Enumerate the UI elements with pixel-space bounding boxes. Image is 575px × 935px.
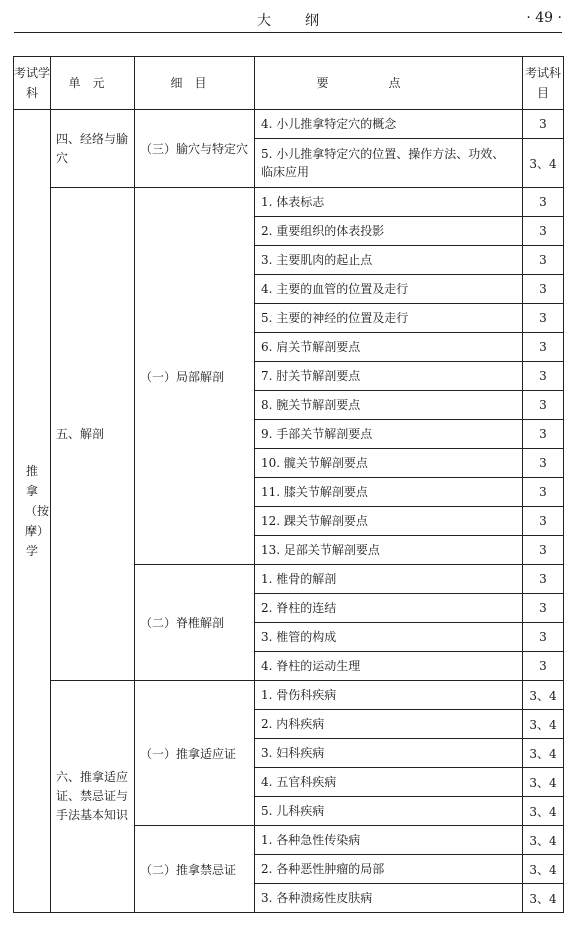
page-header <box>14 0 562 33</box>
point-cell: 4. 五官科疾病 <box>255 768 523 797</box>
level-cell: 3、4 <box>523 826 564 855</box>
point-cell: 7. 肘关节解剖要点 <box>255 362 523 391</box>
level-cell: 3 <box>523 304 564 333</box>
point-cell: 13. 足部关节解剖要点 <box>255 536 523 565</box>
level-cell: 3、4 <box>523 855 564 884</box>
unit-cell: 五、解剖 <box>51 188 135 681</box>
point-cell: 10. 髋关节解剖要点 <box>255 449 523 478</box>
level-cell: 3 <box>523 652 564 681</box>
header-level: 考试科目 <box>523 57 564 110</box>
point-cell: 1. 体表标志 <box>255 188 523 217</box>
point-cell: 2. 重要组织的体表投影 <box>255 217 523 246</box>
level-cell: 3 <box>523 246 564 275</box>
level-cell: 3 <box>523 536 564 565</box>
point-cell: 2. 脊柱的连结 <box>255 594 523 623</box>
level-cell: 3 <box>523 110 564 139</box>
unit-cell: 四、经络与腧穴 <box>51 110 135 188</box>
point-cell: 5. 小儿推拿特定穴的位置、操作方法、功效、临床应用 <box>255 139 523 188</box>
level-cell: 3 <box>523 391 564 420</box>
header-points: 要点 <box>255 57 523 110</box>
point-cell: 4. 脊柱的运动生理 <box>255 652 523 681</box>
point-cell: 3. 主要肌肉的起止点 <box>255 246 523 275</box>
point-cell: 3. 妇科疾病 <box>255 739 523 768</box>
level-cell: 3 <box>523 188 564 217</box>
subject-cell <box>14 110 51 913</box>
point-cell: 2. 内科疾病 <box>255 710 523 739</box>
table-row <box>14 188 564 217</box>
level-cell: 3、4 <box>523 139 564 188</box>
item-cell: （一）局部解剖 <box>135 188 255 565</box>
header-subject: 考试学科 <box>14 57 51 110</box>
level-cell: 3、4 <box>523 739 564 768</box>
point-cell: 1. 骨伤科疾病 <box>255 681 523 710</box>
point-cell: 4. 小儿推拿特定穴的概念 <box>255 110 523 139</box>
header-item: 细目 <box>135 57 255 110</box>
header-title: 大纲 <box>257 13 353 29</box>
level-cell: 3、4 <box>523 884 564 913</box>
subject-label: 推拿（按摩）学 <box>25 464 50 558</box>
unit-cell: 六、推拿适应证、禁忌证与手法基本知识 <box>51 681 135 913</box>
level-cell: 3 <box>523 478 564 507</box>
item-cell: （三）腧穴与特定穴 <box>135 110 255 188</box>
level-cell: 3、4 <box>523 710 564 739</box>
point-cell: 1. 椎骨的解剖 <box>255 565 523 594</box>
point-cell: 5. 儿科疾病 <box>255 797 523 826</box>
point-cell: 1. 各种急性传染病 <box>255 826 523 855</box>
level-cell: 3 <box>523 362 564 391</box>
item-cell: （二）推拿禁忌证 <box>135 826 255 913</box>
level-cell: 3 <box>523 217 564 246</box>
point-cell: 12. 踝关节解剖要点 <box>255 507 523 536</box>
level-cell: 3、4 <box>523 797 564 826</box>
level-cell: 3、4 <box>523 768 564 797</box>
level-cell: 3 <box>523 420 564 449</box>
level-cell: 3 <box>523 565 564 594</box>
point-cell: 6. 肩关节解剖要点 <box>255 333 523 362</box>
point-cell: 3. 各种溃疡性皮肤病 <box>255 884 523 913</box>
table-row <box>14 681 564 710</box>
point-cell: 9. 手部关节解剖要点 <box>255 420 523 449</box>
table-row <box>14 110 564 139</box>
syllabus-table <box>13 56 564 913</box>
level-cell: 3 <box>523 507 564 536</box>
point-cell: 4. 主要的血管的位置及走行 <box>255 275 523 304</box>
level-cell: 3 <box>523 594 564 623</box>
level-cell: 3 <box>523 623 564 652</box>
table-header-row <box>14 57 564 110</box>
point-cell: 3. 椎管的构成 <box>255 623 523 652</box>
point-cell: 2. 各种恶性肿瘤的局部 <box>255 855 523 884</box>
point-cell: 11. 膝关节解剖要点 <box>255 478 523 507</box>
item-cell: （二）脊椎解剖 <box>135 565 255 681</box>
item-cell: （一）推拿适应证 <box>135 681 255 826</box>
point-cell: 5. 主要的神经的位置及走行 <box>255 304 523 333</box>
page-number: · 49 · <box>526 10 562 26</box>
level-cell: 3 <box>523 449 564 478</box>
level-cell: 3 <box>523 275 564 304</box>
level-cell: 3、4 <box>523 681 564 710</box>
header-unit: 单元 <box>51 57 135 110</box>
point-cell: 8. 腕关节解剖要点 <box>255 391 523 420</box>
level-cell: 3 <box>523 333 564 362</box>
